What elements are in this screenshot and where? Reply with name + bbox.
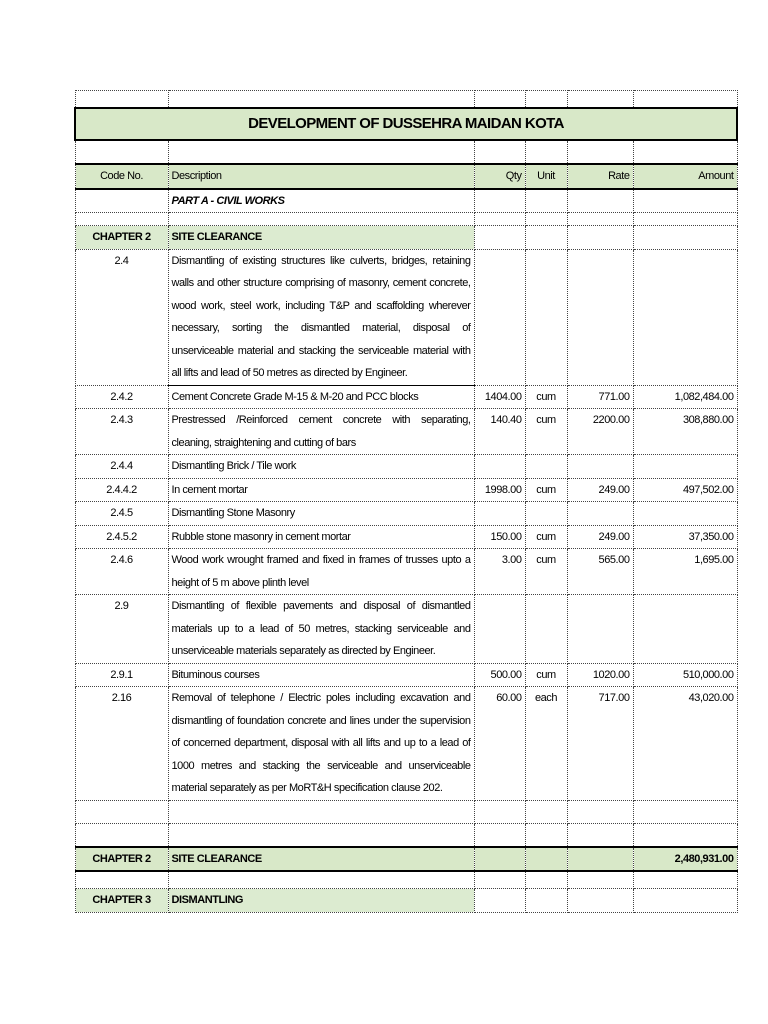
item-qty: 1998.00 xyxy=(474,478,525,502)
total-row xyxy=(75,847,737,872)
estimate-table xyxy=(74,90,738,913)
item-description: Removal of telephone / Electric poles including excavation and dismantling of foundation concrete and lines under the supervision of concerned department, disposal with all lifts and up to a lead of 1000 metres and stacking the serviceable and unserviceable material separately as per MoRT&H specification clause 202. xyxy=(168,687,474,801)
spacer-row xyxy=(75,91,737,109)
table-row xyxy=(75,663,737,687)
item-description: Rubble stone masonry in cement mortar xyxy=(168,525,474,549)
item-amount: 1,082,484.00 xyxy=(633,385,737,409)
item-amount: 37,350.00 xyxy=(633,525,737,549)
item-rate xyxy=(567,502,633,526)
table-row xyxy=(75,455,737,479)
item-description: Cement Concrete Grade M-15 & M-20 and PCC blocks xyxy=(168,385,474,409)
spacer-row xyxy=(75,140,737,164)
item-code: 2.4.5.2 xyxy=(75,525,168,549)
total-amount: 2,480,931.00 xyxy=(633,847,737,872)
item-rate xyxy=(567,455,633,479)
item-code: 2.4.6 xyxy=(75,549,168,595)
item-unit xyxy=(525,502,567,526)
header-rate: Rate xyxy=(567,164,633,189)
header-amount: Amount xyxy=(633,164,737,189)
table-row xyxy=(75,525,737,549)
chapter-code: CHAPTER 2 xyxy=(75,226,168,250)
item-description: Dismantling of flexible pavements and disposal of dismantled materials up to a lead of 50 metres, stacking serviceable and unserviceable materials separately as directed by Engineer. xyxy=(168,595,474,664)
item-qty xyxy=(474,455,525,479)
item-rate: 249.00 xyxy=(567,525,633,549)
item-code: 2.4 xyxy=(75,249,168,385)
item-amount xyxy=(633,249,737,385)
item-unit xyxy=(525,595,567,664)
item-amount xyxy=(633,595,737,664)
item-qty: 500.00 xyxy=(474,663,525,687)
sheet-title: DEVELOPMENT OF DUSSEHRA MAIDAN KOTA xyxy=(75,108,737,140)
item-qty xyxy=(474,249,525,385)
table-row xyxy=(75,687,737,801)
item-unit: each xyxy=(525,687,567,801)
table-row xyxy=(75,385,737,409)
item-code: 2.4.4 xyxy=(75,455,168,479)
item-unit: cum xyxy=(525,549,567,595)
item-rate: 771.00 xyxy=(567,385,633,409)
item-amount: 308,880.00 xyxy=(633,409,737,455)
item-qty xyxy=(474,502,525,526)
item-qty: 3.00 xyxy=(474,549,525,595)
chapter-name: SITE CLEARANCE xyxy=(168,226,474,250)
item-qty xyxy=(474,595,525,664)
title-row xyxy=(75,108,737,140)
item-unit xyxy=(525,455,567,479)
item-amount: 497,502.00 xyxy=(633,478,737,502)
spacer-row xyxy=(75,871,737,889)
spacer-row xyxy=(75,800,737,823)
item-qty: 150.00 xyxy=(474,525,525,549)
total-code: CHAPTER 2 xyxy=(75,847,168,872)
part-title: PART A - CIVIL WORKS xyxy=(168,189,474,213)
item-code: 2.16 xyxy=(75,687,168,801)
header-qty: Qty xyxy=(474,164,525,189)
spacer-row xyxy=(75,823,737,847)
item-code: 2.4.4.2 xyxy=(75,478,168,502)
item-amount: 510,000.00 xyxy=(633,663,737,687)
chapter-row xyxy=(75,226,737,250)
header-unit: Unit xyxy=(525,164,567,189)
item-amount: 43,020.00 xyxy=(633,687,737,801)
chapter-name: DISMANTLING xyxy=(168,889,474,913)
item-unit: cum xyxy=(525,525,567,549)
item-code: 2.9.1 xyxy=(75,663,168,687)
item-description: Bituminous courses xyxy=(168,663,474,687)
item-amount: 1,695.00 xyxy=(633,549,737,595)
item-code: 2.9 xyxy=(75,595,168,664)
table-row xyxy=(75,409,737,455)
table-body xyxy=(75,91,737,913)
estimate-sheet xyxy=(74,90,736,913)
item-description: Dismantling Brick / Tile work xyxy=(168,455,474,479)
item-qty: 140.40 xyxy=(474,409,525,455)
item-description: Dismantling of existing structures like culverts, bridges, retaining walls and other structure comprising of masonry, cement concrete, wood work, steel work, including T&P and scaffolding wherever necessary, sorting the dismantled material, disposal of unserviceable material and stacking the serviceable material with all lifts and lead of 50 metres as directed by Engineer. xyxy=(168,249,474,385)
item-unit xyxy=(525,249,567,385)
item-unit: cum xyxy=(525,409,567,455)
item-description: Dismantling Stone Masonry xyxy=(168,502,474,526)
item-rate: 717.00 xyxy=(567,687,633,801)
header-row xyxy=(75,164,737,189)
item-description: Wood work wrought framed and fixed in frames of trusses upto a height of 5 m above plinth level xyxy=(168,549,474,595)
chapter-code: CHAPTER 3 xyxy=(75,889,168,913)
item-description: Prestressed /Reinforced cement concrete with separating, cleaning, straightening and cutting of bars xyxy=(168,409,474,455)
table-row xyxy=(75,502,737,526)
item-amount xyxy=(633,502,737,526)
item-rate: 2200.00 xyxy=(567,409,633,455)
item-qty: 60.00 xyxy=(474,687,525,801)
header-code: Code No. xyxy=(75,164,168,189)
header-description: Description xyxy=(168,164,474,189)
item-rate: 249.00 xyxy=(567,478,633,502)
item-unit: cum xyxy=(525,663,567,687)
item-rate xyxy=(567,249,633,385)
item-amount xyxy=(633,455,737,479)
chapter-row xyxy=(75,889,737,913)
table-row xyxy=(75,549,737,595)
item-description: In cement mortar xyxy=(168,478,474,502)
item-unit: cum xyxy=(525,478,567,502)
item-code: 2.4.5 xyxy=(75,502,168,526)
item-unit: cum xyxy=(525,385,567,409)
table-row xyxy=(75,249,737,385)
spacer-row xyxy=(75,213,737,226)
item-code: 2.4.3 xyxy=(75,409,168,455)
item-code: 2.4.2 xyxy=(75,385,168,409)
table-row xyxy=(75,595,737,664)
table-row xyxy=(75,478,737,502)
item-rate: 1020.00 xyxy=(567,663,633,687)
part-row xyxy=(75,189,737,213)
item-qty: 1404.00 xyxy=(474,385,525,409)
item-rate: 565.00 xyxy=(567,549,633,595)
item-rate xyxy=(567,595,633,664)
total-name: SITE CLEARANCE xyxy=(168,847,474,872)
